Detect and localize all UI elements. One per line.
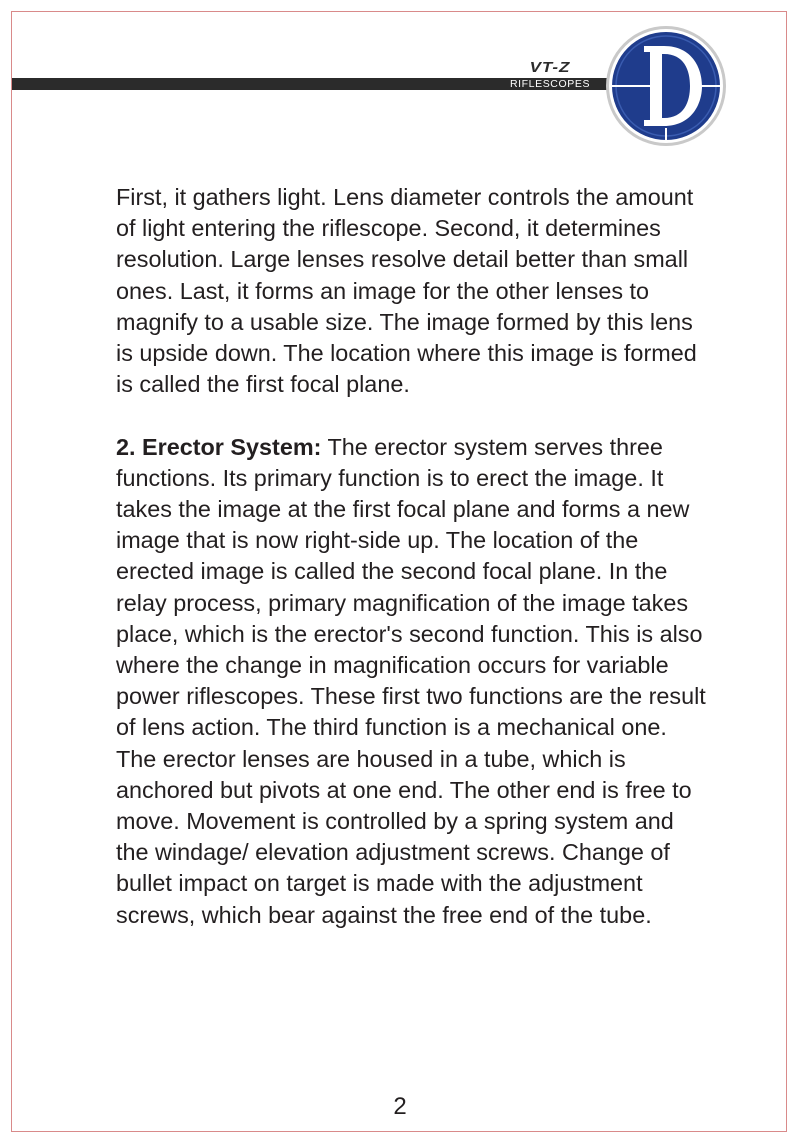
section-erector-system: [116, 432, 706, 931]
brand-subtitle: RIFLESCOPES: [509, 78, 591, 90]
page-number: 2: [393, 1093, 407, 1120]
paragraph-spacer: [116, 400, 706, 431]
scope-d-logo-icon: [604, 24, 728, 148]
section-heading: 2. Erector System:: [116, 433, 322, 460]
brand-name: VT-Z: [529, 59, 571, 76]
section-text: The erector system serves three functions. Its primary function is to erect the image. It takes the image at the first focal plane and forms a new image that is now right-side up. The location of the erected image is called the second focal plane. In the relay process, primary magnification of the image takes place, which is the erector's second function. This is also where the change in magnification occurs for variable power riflescopes. These first two functions are the result of lens action. The third function is a mechanical one. The erector lenses are housed in a tube, which is anchored but pivots at one end. The other end is free to move. Movement is controlled by a spring system and the windage/ elevation adjustment screws. Change of bullet impact on target is made with the adjustment screws, which bear against the free end of the tube.: [116, 433, 706, 928]
brand-wordmark: [498, 56, 602, 90]
page-body: [116, 182, 706, 931]
paragraph-1: First, it gathers light. Lens diameter controls the amount of light entering the riflescope. Second, it determines resolution. Large lenses resolve detail better than small ones. Last, it forms an image for the other lenses to magnify to a usable size. The image formed by this lens is upside down. The location where this image is formed is called the first focal plane.: [116, 184, 697, 398]
